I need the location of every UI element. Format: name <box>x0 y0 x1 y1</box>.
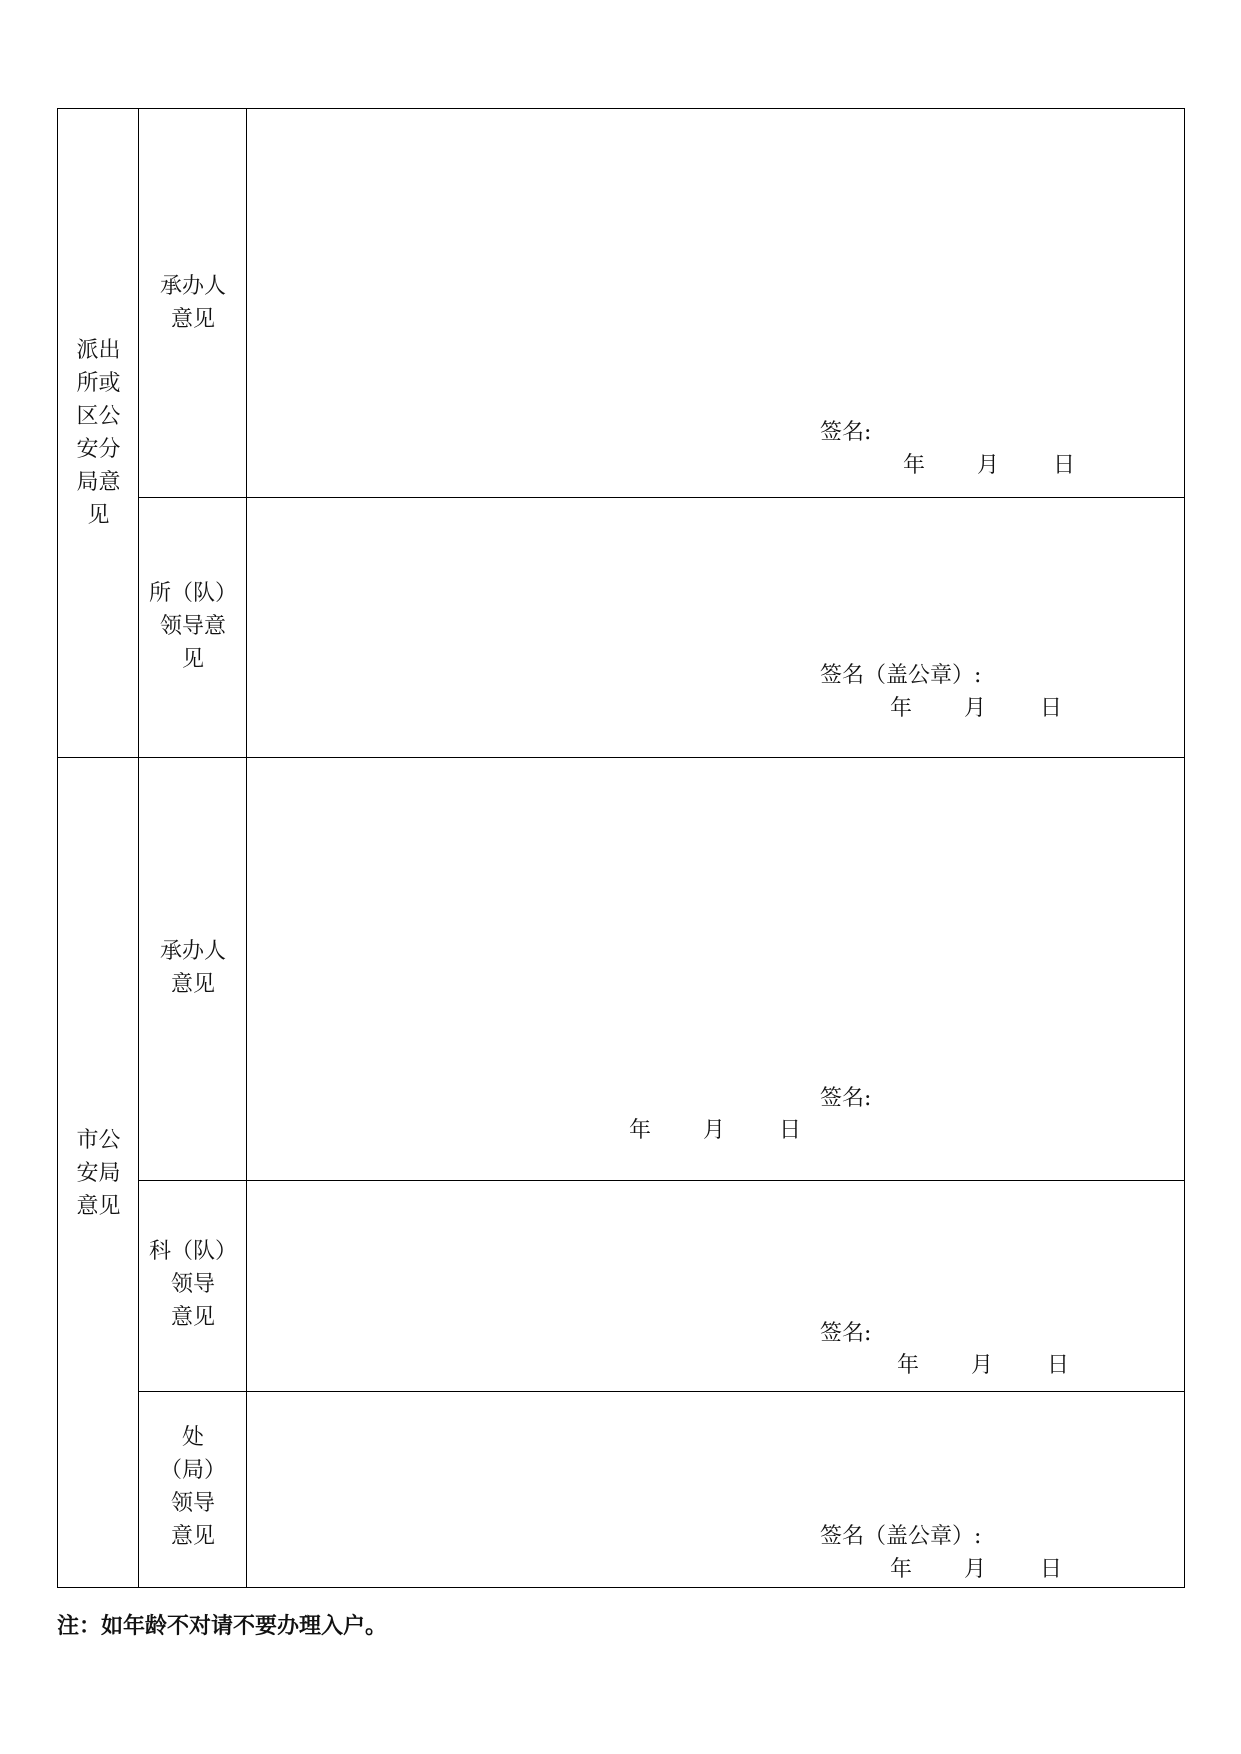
date-day: 日 <box>1053 453 1076 478</box>
date-month: 月 <box>703 1118 726 1143</box>
row-divider <box>138 497 1184 498</box>
table-border-left <box>57 108 58 1588</box>
date-year: 年 <box>903 453 926 478</box>
table-border-bottom <box>57 1587 1184 1588</box>
date-day: 日 <box>779 1118 802 1143</box>
date-month: 月 <box>964 1557 987 1582</box>
date-day: 日 <box>1040 1557 1063 1582</box>
group-label-city-police: 市公 安局 意见 <box>76 1128 121 1219</box>
signature-seal-label: 签名（盖公章）: <box>820 1524 982 1549</box>
group-divider <box>57 757 1184 758</box>
row-divider <box>138 1391 1184 1392</box>
date-year: 年 <box>890 1557 913 1582</box>
group-label-police-station: 派出 所或 区公 安分 局意 见 <box>76 338 121 528</box>
row-label-handler-opinion: 承办人 意见 <box>159 274 226 332</box>
date-day: 日 <box>1040 696 1063 721</box>
column-divider-2 <box>246 108 247 1588</box>
row-label-bureau-leader-opinion: 处 （局） 领导 意见 <box>159 1425 226 1549</box>
date-year: 年 <box>890 696 913 721</box>
row-label-station-leader-opinion: 所（队） 领导意 见 <box>148 581 237 672</box>
date-month: 月 <box>964 696 987 721</box>
row-label-section-leader-opinion: 科（队） 领导 意见 <box>148 1239 237 1330</box>
signature-label: 签名: <box>820 1086 872 1111</box>
row-divider <box>138 1180 1184 1181</box>
table-border-right <box>1184 108 1185 1588</box>
date-day: 日 <box>1047 1353 1070 1378</box>
date-month: 月 <box>971 1353 994 1378</box>
signature-label: 签名: <box>820 1321 872 1346</box>
table-border-top <box>57 108 1184 109</box>
signature-seal-label: 签名（盖公章）: <box>820 663 982 688</box>
date-month: 月 <box>977 453 1000 478</box>
date-year: 年 <box>897 1353 920 1378</box>
date-year: 年 <box>629 1118 652 1143</box>
row-label-handler-opinion: 承办人 意见 <box>159 939 226 997</box>
footer-note: 注：如年龄不对请不要办理入户。 <box>57 1613 388 1639</box>
signature-label: 签名: <box>820 420 872 445</box>
column-divider-1 <box>138 108 139 1588</box>
